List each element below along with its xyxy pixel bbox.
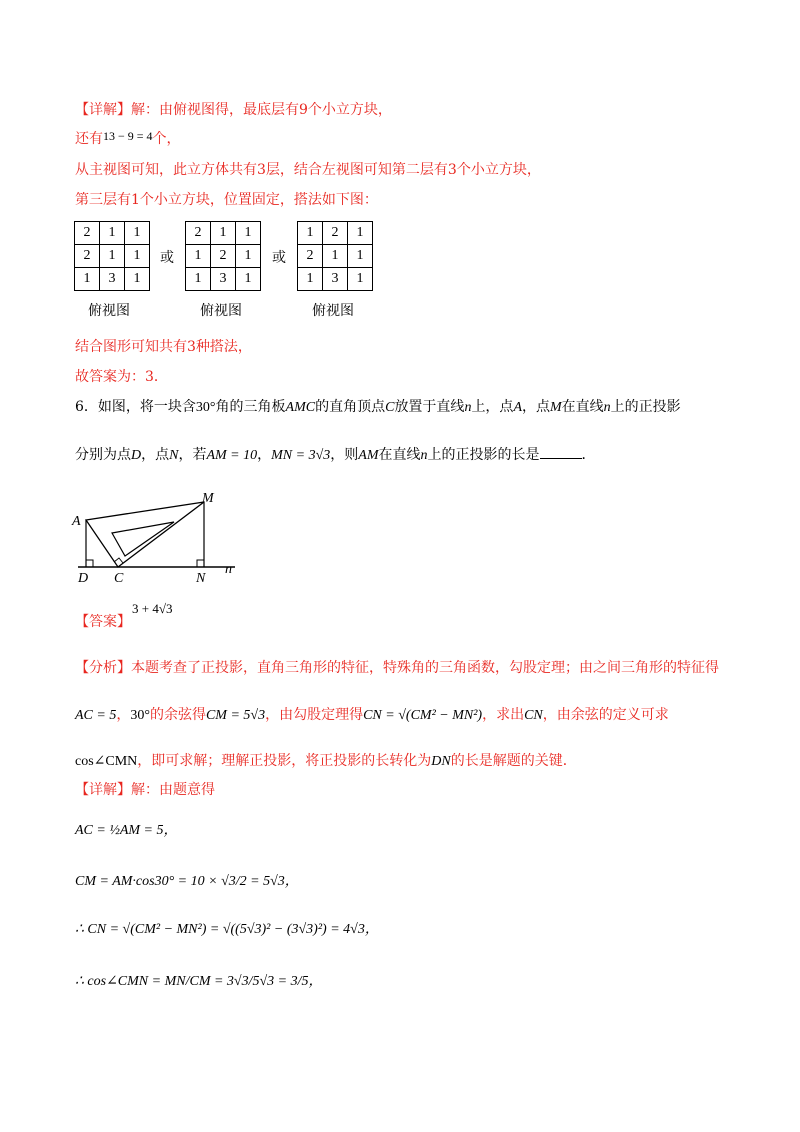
grid-cell: 1 <box>100 245 125 268</box>
grid-cell: 3 <box>100 268 125 291</box>
analysis-line-2 <box>75 704 669 724</box>
q-text: 角的三角板 <box>215 399 286 415</box>
or-label-1: 或 <box>160 250 174 266</box>
line2-math: 13 − 9 = 4 <box>103 129 153 143</box>
grid-cell: 1 <box>236 245 261 268</box>
q-math: AM = 10 <box>206 448 258 463</box>
grid-cell: 1 <box>125 268 150 291</box>
label-line-n: n <box>225 562 232 577</box>
line2-prefix: 还有 <box>75 131 103 147</box>
a-math: cos∠CMN <box>75 754 138 769</box>
detail-eq-2: CM = AM·cos30° = 10 × √3/2 = 5√3， <box>75 874 299 889</box>
grid-1-caption: 俯视图 <box>88 303 130 319</box>
grid-cell: 1 <box>348 245 373 268</box>
grid-cell: 3 <box>211 268 236 291</box>
label-n: N <box>196 571 206 586</box>
a-text: ，即可求解；理解正投影，将正投影的长转化为 <box>137 753 432 769</box>
grid-cell: 1 <box>125 222 150 245</box>
detail-eq-4: ∴ cos∠CMN = MN/CM = 3√3/5√3 = 3/5， <box>75 974 323 989</box>
q-text: ，则 <box>330 447 359 463</box>
q-text: 上的正投影 <box>610 399 681 415</box>
grid-cell: 2 <box>186 222 211 245</box>
q-text: 上的正投影的长是 <box>427 447 540 463</box>
a-text: 的长是解题的关键． <box>450 753 577 769</box>
q-angle: 30° <box>195 400 216 415</box>
q-var: n <box>603 400 611 415</box>
q-text: 上，点 <box>471 399 514 415</box>
line2-suffix: 个， <box>152 131 181 147</box>
or-label-2: 或 <box>272 250 286 266</box>
triangle-figure <box>70 486 250 586</box>
q-text: ，点 <box>522 399 550 415</box>
grid-2 <box>185 221 261 291</box>
a-math: CN <box>524 708 543 723</box>
label-c: C <box>114 571 124 586</box>
grid-cell: 1 <box>100 222 125 245</box>
solution-line-1: 【详解】解：由俯视图得，最底层有9个小立方块， <box>75 102 392 118</box>
a-math: DN <box>431 754 451 769</box>
q-var: n <box>464 400 472 415</box>
grid-cell: 1 <box>211 222 236 245</box>
q-text: ， <box>257 447 272 463</box>
detail-eq-3: ∴ CN = √(CM² − MN²) = √((5√3)² − (3√3)²) = 4√3， <box>75 922 379 937</box>
q-var: D <box>131 448 142 463</box>
solution-line-5: 结合图形可知共有3种搭法， <box>75 339 252 355</box>
grid-cell: 1 <box>298 268 323 291</box>
a-text: ，由勾股定理得 <box>265 707 364 723</box>
q-text: 在直线 <box>561 399 604 415</box>
grid-cell: 2 <box>75 245 100 268</box>
grid-cell: 1 <box>298 222 323 245</box>
grid-cell: 1 <box>323 245 348 268</box>
q-var: A <box>513 400 522 415</box>
grid-3 <box>297 221 373 291</box>
grid-2-caption: 俯视图 <box>200 303 242 319</box>
a-text: ，求出 <box>482 707 525 723</box>
analysis-line-3 <box>75 750 577 770</box>
grid-cell: 1 <box>186 245 211 268</box>
grid-cell: 1 <box>125 245 150 268</box>
a-math: 30° <box>130 708 150 723</box>
a-math: CN = √(CM² − MN²) <box>363 708 483 723</box>
a-math: CM = 5√3 <box>205 708 266 723</box>
grid-cell: 2 <box>298 245 323 268</box>
question-line-2 <box>75 444 596 464</box>
q-var: M <box>550 400 562 415</box>
grid-cell: 2 <box>323 222 348 245</box>
solution-line-6: 故答案为：3． <box>75 369 168 385</box>
q-text: ． <box>581 447 596 463</box>
label-m: M <box>202 491 214 506</box>
q-var: AMC <box>285 400 316 415</box>
a-math: AC = 5 <box>75 708 117 723</box>
q-var: AM <box>358 448 379 463</box>
a-text: ，由余弦的定义可求 <box>542 707 669 723</box>
q-text: 在直线 <box>378 447 421 463</box>
detail-eq-1: AC = ½AM = 5， <box>75 823 178 838</box>
a-text: 的余弦得 <box>149 707 206 723</box>
q-var: N <box>169 448 179 463</box>
solution-line-4: 第三层有1个小立方块，位置固定，搭法如下图： <box>75 192 378 208</box>
grid-cell: 1 <box>186 268 211 291</box>
q-var: n <box>420 448 428 463</box>
question-line-1 <box>75 396 681 416</box>
q-text: ，若 <box>178 447 207 463</box>
detail-label: 【详解】解：由题意得 <box>75 782 215 798</box>
q-text: 分别为点 <box>75 447 131 463</box>
q-text: 放置于直线 <box>394 399 465 415</box>
answer-value: 3 + 4√3 <box>132 601 173 616</box>
grid-cell: 1 <box>348 222 373 245</box>
grid-cell: 1 <box>236 222 261 245</box>
grid-cell: 2 <box>75 222 100 245</box>
grid-cell: 1 <box>348 268 373 291</box>
grid-cell: 1 <box>236 268 261 291</box>
label-a: A <box>72 514 81 529</box>
a-text: ， <box>116 707 131 723</box>
q-text: ，点 <box>141 447 170 463</box>
q-var: C <box>385 400 395 415</box>
q-text: 6．如图，将一块含 <box>75 399 196 415</box>
answer-blank <box>540 458 582 459</box>
solution-line-2 <box>75 128 181 148</box>
answer-label: 【答案】 <box>75 614 131 630</box>
grid-cell: 1 <box>75 268 100 291</box>
q-math: MN = 3√3 <box>271 448 331 463</box>
grid-1 <box>74 221 150 291</box>
label-d: D <box>78 571 89 586</box>
solution-line-3: 从主视图可知，此立方体共有3层，结合左视图可知第二层有3个小立方块， <box>75 162 541 178</box>
grid-3-caption: 俯视图 <box>312 303 354 319</box>
q-text: 的直角顶点 <box>315 399 386 415</box>
grid-cell: 2 <box>211 245 236 268</box>
analysis-line-1: 【分析】本题考查了正投影，直角三角形的特征，特殊角的三角函数，勾股定理；由之间三角形的特征得 <box>75 660 719 676</box>
grid-cell: 3 <box>323 268 348 291</box>
